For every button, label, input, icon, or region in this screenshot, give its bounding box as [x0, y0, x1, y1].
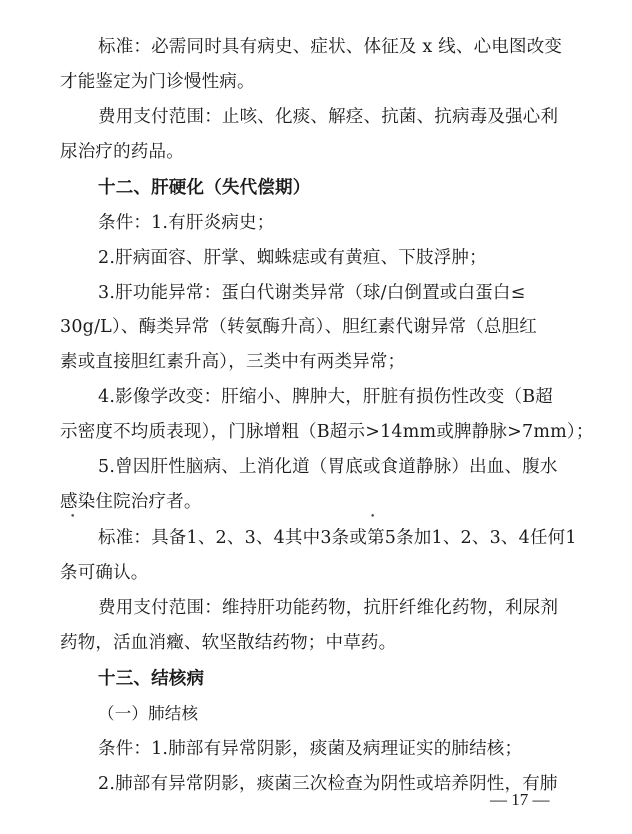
scan-dot-mark: • — [370, 512, 376, 522]
condition-line-4b: 示密度不均质表现），门脉增粗（B超示>14mm或脾静脉>7mm）； — [60, 422, 594, 442]
subsection-heading-pulmonary-tb: （一）肺结核 — [98, 704, 199, 723]
scan-dot-mark: • — [70, 512, 76, 522]
standard-chronic-line-1: 标准：必需同时具有病史、症状、体征及 x 线、心电图改变 — [98, 37, 563, 57]
tb-condition-line-1: 条件：1.肺部有异常阴影，痰菌及病理证实的肺结核； — [98, 739, 523, 759]
standard-chronic-line-2: 才能鉴定为门诊慢性病。 — [60, 72, 255, 92]
condition-line-2: 2.肝病面容、肝掌、蜘蛛痣或有黄疸、下肢浮肿； — [98, 248, 487, 268]
condition-line-5b: 感染住院治疗者。 — [60, 492, 202, 512]
condition-line-3b: 30g/L）、酶类异常（转氨酶升高）、胆红素代谢异常（总胆红 — [60, 317, 537, 337]
condition-line-3a: 3.肝功能异常：蛋白代谢类异常（球/白倒置或白蛋白≤ — [98, 283, 526, 303]
condition-line-4a: 4.影像学改变：肝缩小、脾肿大，肝脏有损伤性改变（B超 — [98, 387, 553, 407]
condition-line-3c: 素或直接胆红素升高），三类中有两类异常； — [60, 352, 406, 372]
page-number: — 17 — — [490, 790, 550, 809]
condition-line-5a: 5.曾因肝性脑病、上消化道（胃底或食道静脉）出血、腹水 — [98, 457, 558, 477]
payment-scope-line-1: 费用支付范围：止咳、化痰、解痉、抗菌、抗病毒及强心利 — [98, 107, 559, 127]
payment-cirrhosis-line-2: 药物，活血消癥、软坚散结药物；中草药。 — [60, 633, 397, 653]
payment-scope-line-2: 尿治疗的药品。 — [60, 142, 184, 162]
payment-cirrhosis-line-1: 费用支付范围：维持肝功能药物，抗肝纤维化药物，利尿剂 — [98, 598, 559, 618]
tb-condition-line-2: 2.肺部有异常阴影，痰菌三次检查为阴性或培养阴性，有肺 — [98, 774, 558, 794]
section-heading-cirrhosis: 十二、肝硬化（失代偿期） — [98, 178, 311, 198]
condition-line-1: 条件：1.有肝炎病史； — [98, 213, 275, 233]
section-heading-tuberculosis: 十三、结核病 — [98, 669, 205, 689]
standard-cirrhosis-line-2: 条可确认。 — [60, 563, 149, 583]
standard-cirrhosis-line-1: 标准：具备1、2、3、4其中3条或第5条加1、2、3、4任何1 — [98, 528, 577, 548]
